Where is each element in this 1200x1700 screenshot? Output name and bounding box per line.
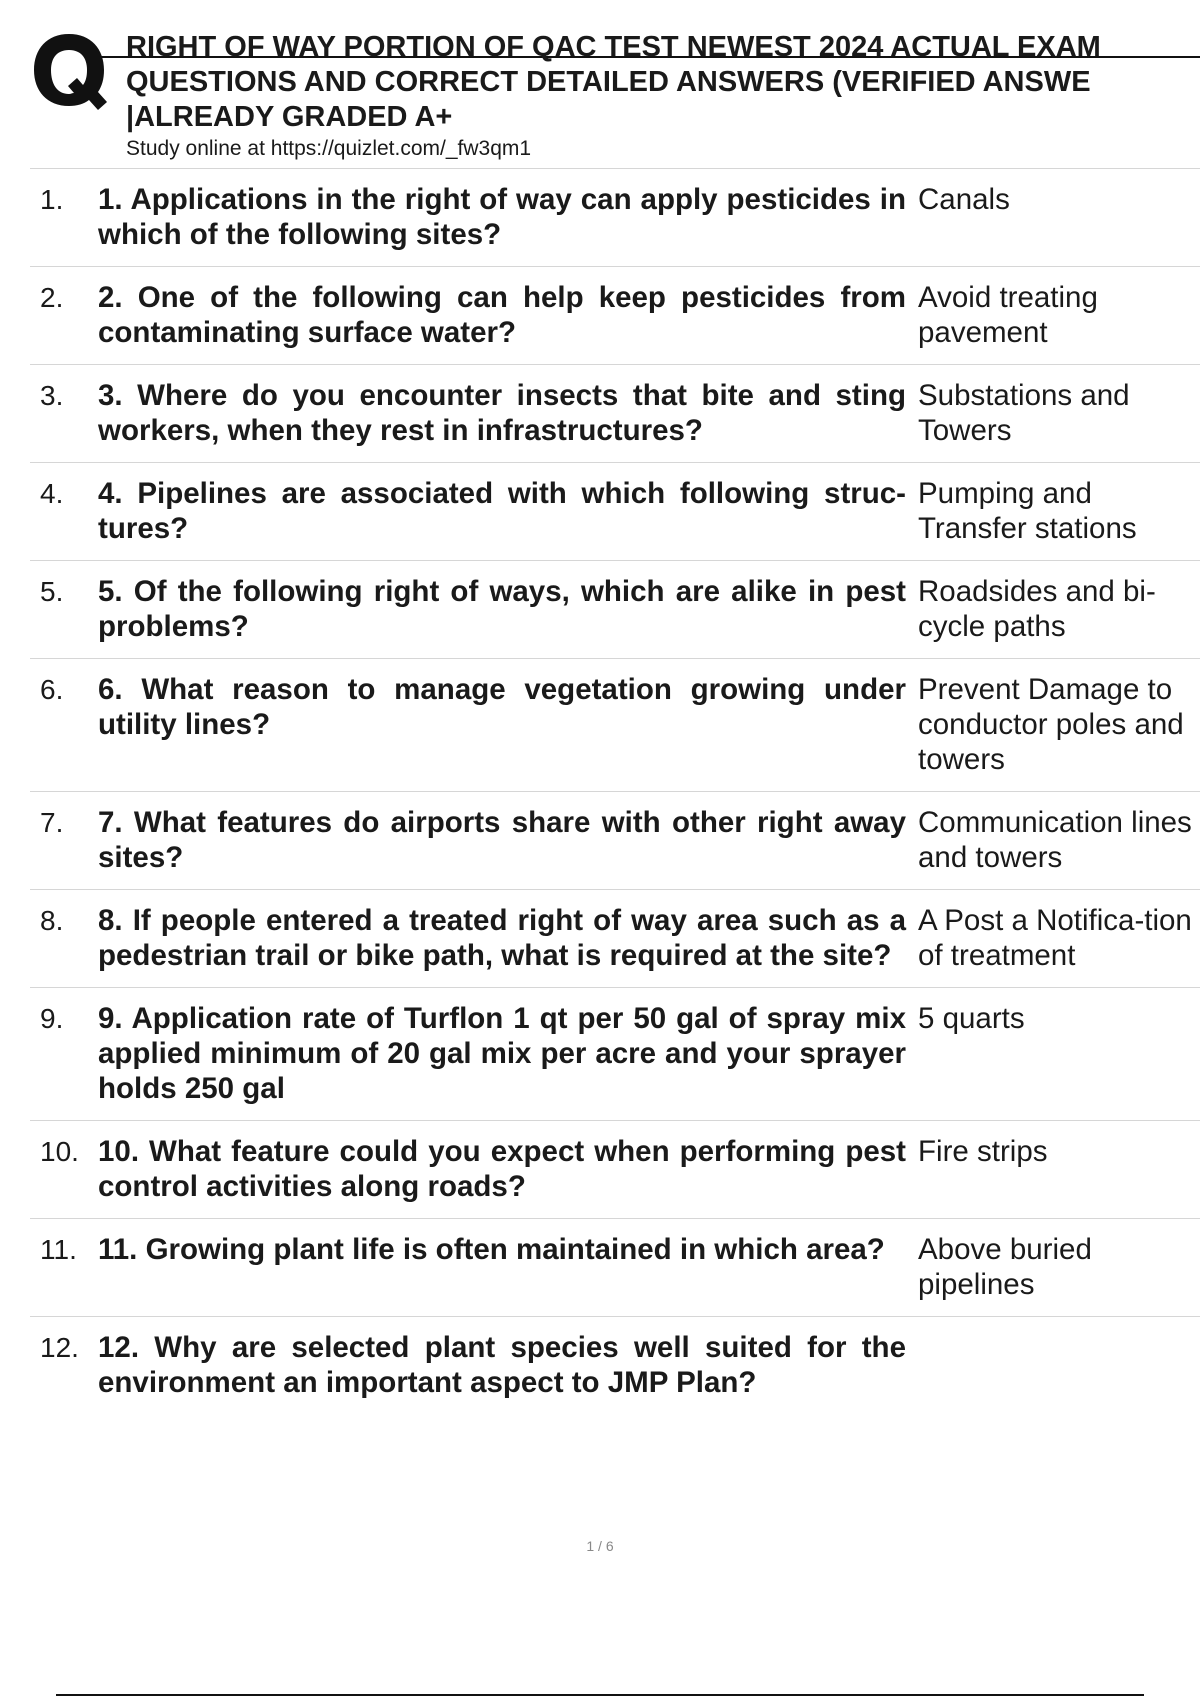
- card-number: 5.: [40, 576, 64, 607]
- card-question: 4. Pipelines are associated with which following struc-tures?: [98, 477, 906, 545]
- card-question: 9. Application rate of Turflon 1 qt per 50 gal of spray mix applied minimum of 20 gal mix per acre and your sprayer holds 250 gal: [98, 1002, 906, 1105]
- card-number: 9.: [40, 1003, 64, 1034]
- card-answer: Canals: [918, 183, 1010, 216]
- card-number: 10.: [40, 1136, 79, 1167]
- card-number: 6.: [40, 674, 64, 705]
- card-number: 2.: [40, 282, 64, 313]
- card-answer: Above buried pipelines: [918, 1233, 1092, 1301]
- card-row: [30, 1219, 1200, 1317]
- card-answer: 5 quarts: [918, 1002, 1025, 1035]
- card-question: 6. What reason to manage vegetation growing under utility lines?: [98, 673, 906, 741]
- card-answer: A Post a Notifica-tion of treatment: [918, 904, 1192, 972]
- card-answer: Roadsides and bi-cycle paths: [918, 575, 1156, 643]
- flashcard-list: [30, 168, 1200, 1414]
- card-row: [30, 463, 1200, 561]
- card-number: 4.: [40, 478, 64, 509]
- card-question: 8. If people entered a treated right of way area such as a pedestrian trail or bike path, what is required at the site?: [98, 904, 906, 972]
- card-question: 7. What features do airports share with other right away sites?: [98, 806, 906, 874]
- card-question: 1. Applications in the right of way can apply pesticides in which of the following sites?: [98, 183, 906, 251]
- card-number: 8.: [40, 905, 64, 936]
- source-link[interactable]: Study online at https://quizlet.com/_fw3qm1: [126, 137, 532, 160]
- card-number: 1.: [40, 184, 64, 215]
- card-answer: Avoid treating pavement: [918, 281, 1098, 349]
- card-row: [30, 561, 1200, 659]
- card-answer: Fire strips: [918, 1135, 1048, 1168]
- card-row: [30, 659, 1200, 792]
- quizlet-q-logo-icon: [30, 30, 108, 112]
- card-row: [30, 890, 1200, 988]
- document-title: [126, 30, 1200, 135]
- card-number: 11.: [40, 1234, 77, 1265]
- card-row: [30, 988, 1200, 1121]
- card-answer: Communication lines and towers: [918, 806, 1192, 874]
- card-number: 12.: [40, 1332, 79, 1363]
- page-indicator: 1 / 6: [586, 1538, 614, 1554]
- card-row: [30, 1317, 1200, 1414]
- card-question: 10. What feature could you expect when performing pest control activities along roads?: [98, 1135, 906, 1203]
- card-row: [30, 792, 1200, 890]
- card-row: [30, 267, 1200, 365]
- title-line: QUESTIONS AND CORRECT DETAILED ANSWERS (VERIFIED ANSWE: [126, 66, 1091, 98]
- title-line: RIGHT OF WAY PORTION OF QAC TEST NEWEST 2024 ACTUAL EXAM: [126, 31, 1101, 63]
- footer-rule: [56, 1694, 1144, 1696]
- card-answer: Substations and Towers: [918, 379, 1130, 447]
- card-question: 5. Of the following right of ways, which are alike in pest problems?: [98, 575, 906, 643]
- card-answer: Pumping and Transfer stations: [918, 477, 1137, 545]
- card-number: 7.: [40, 807, 64, 838]
- card-question: 3. Where do you encounter insects that bite and sting workers, when they rest in infrastructures?: [98, 379, 906, 447]
- card-question: 11. Growing plant life is often maintained in which area?: [98, 1233, 885, 1266]
- title-line: |ALREADY GRADED A+: [126, 101, 453, 133]
- card-number: 3.: [40, 380, 64, 411]
- card-row: [30, 365, 1200, 463]
- card-question: 12. Why are selected plant species well suited for the environment an important aspect to JMP Plan?: [98, 1331, 906, 1399]
- card-answer: Prevent Damage to conductor poles and towers: [918, 673, 1184, 776]
- card-question: 2. One of the following can help keep pesticides from contaminating surface water?: [98, 281, 906, 349]
- card-row: [30, 1121, 1200, 1219]
- card-row: [30, 169, 1200, 267]
